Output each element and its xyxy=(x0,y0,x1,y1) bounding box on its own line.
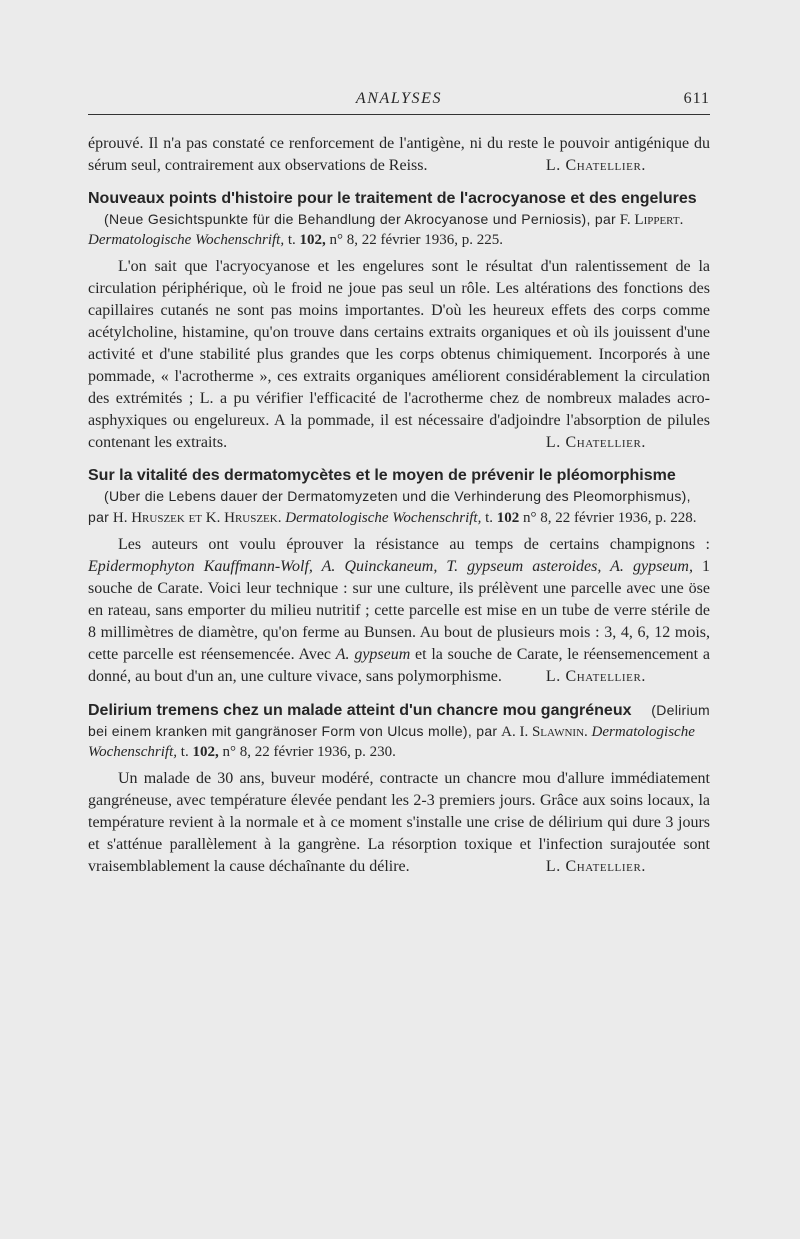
running-title: ANALYSES xyxy=(355,90,443,107)
body-text: 1 souche de Carate. Voici leur technique : sur une culture, ils prélèvent une parcelle avec une öse en rateau, sans emporter du milieu nutritif ; cette parcelle est mise en un tube de verre stérile de 8 millimètres de diamètre, qu'on ferme au Bunsen. Au bout de plusieurs mois : 3, 4, 6, 12 mois, cette parcelle est réensemencée. Avec xyxy=(88,558,711,663)
article-body xyxy=(88,256,710,454)
article-body xyxy=(88,133,710,177)
page-number: 611 xyxy=(683,90,710,107)
citation-details: n° 8, 22 février 1936, p. 225. xyxy=(329,232,503,248)
signature: L. Chatellier. xyxy=(545,858,646,875)
page-content xyxy=(88,133,710,878)
citation-pre: t. xyxy=(180,744,189,760)
body-text: et la souche de Carate, le réensemencement a donné, au bout d'un an, une culture vivace, sans polymorphisme. xyxy=(88,646,710,685)
body-text: L'on sait que l'acryocyanose et les engelures sont le résultat d'un ralentissement de la circulation périphérique, où le froid ne joue pas seul un rôle. Les altérations des fonctions des capillaires cutanés ne sont pas moins importantes. D'où les heureux effets des corps comme acétylcholine, histamine, qu'on trouve dans certains extraits organiques et où ils jouissent d'une activité et d'une stabilité plus grandes que les corps obtenus chimiquement. Incorporés à une pommade, « l'acrotherme », ces extraits organiques améliorent considérablement la circulation des extrémités ; L. a pu vérifier l'efficacité de l'acrotherme chez de nombreux malades acro-asphyxiques ou engelureux. A la pommade, il est nécessaire d'adjoindre l'absorption de pilules contenant les extraits. xyxy=(88,258,710,451)
article-authors: H. Hruszek et K. Hruszek. xyxy=(112,510,282,526)
journal-name: Dermatologische Wochenschrift, xyxy=(88,724,695,760)
article-body xyxy=(88,534,710,688)
citation-pre: t. xyxy=(485,510,493,526)
article-heading xyxy=(88,189,710,250)
body-text: Les auteurs ont voulu éprouver la résistance au temps de certains champignons : xyxy=(118,536,710,553)
article-heading xyxy=(88,700,710,762)
volume-number: 102, xyxy=(299,232,326,248)
signature: L. Chatellier. xyxy=(545,157,646,174)
original-title: (Uber die Lebens dauer der Dermatomyzeten und die Verhinderung des Pleomorphismus), par xyxy=(88,488,691,525)
journal-name: Dermatologische Wochenschrift, xyxy=(285,510,482,526)
signature: L. Chatellier. xyxy=(545,434,646,451)
article-title: Sur la vitalité des dermatomycètes et le moyen de prévenir le pléomorphisme xyxy=(88,467,676,484)
original-title: (Neue Gesichtspunkte für die Behandlung der Akrocyanose und Perniosis), par xyxy=(104,211,617,227)
article-body xyxy=(88,768,710,878)
journal-name: Dermatologische Wochenschrift, xyxy=(88,232,285,248)
species-name: A. gypseum xyxy=(335,646,411,663)
signature: L. Chatellier. xyxy=(545,668,646,685)
species-names: Epidermophyton Kauffmann-Wolf, A. Quinckaneum, T. gypseum asteroides, A. gypseum, xyxy=(88,558,693,575)
article-title: Delirium tremens chez un malade atteint d'un chancre mou gangréneux xyxy=(88,702,632,719)
article-heading xyxy=(88,466,710,528)
original-title: (Delirium bei einem kranken mit gangränoser Form von Ulcus molle), par xyxy=(88,702,710,739)
article-title: Nouveaux points d'histoire pour le traitement de l'acrocyanose et des engelures xyxy=(88,190,697,207)
volume-number: 102 xyxy=(496,510,520,526)
citation-pre: t. xyxy=(287,232,296,248)
citation-details: n° 8, 22 février 1936, p. 228. xyxy=(523,510,697,526)
article-authors: F. Lippert. xyxy=(619,212,684,228)
citation-details: n° 8, 22 février 1936, p. 230. xyxy=(222,744,396,760)
body-text: éprouvé. Il n'a pas constaté ce renforcement de l'antigène, ni du reste le pouvoir antigénique du sérum seul, contrairement aux observations de Reiss. xyxy=(88,135,710,174)
article-authors: A. I. Slawnin. xyxy=(501,724,588,740)
page-header xyxy=(88,84,710,115)
volume-number: 102, xyxy=(192,744,219,760)
body-text: Un malade de 30 ans, buveur modéré, contracte un chancre mou d'allure immédiatement gangréneuse, avec température élevée pendant les 2-3 premiers jours. Grâce aux soins locaux, la température revient à la normale et à ce moment s'installe une crise de délirium qui dure 3 jours et s'atténue parallèlement à la gangrène. La résorption toxique et l'infection surajoutée sont vraisemblablement la cause déchaînante du délire. xyxy=(88,770,710,875)
